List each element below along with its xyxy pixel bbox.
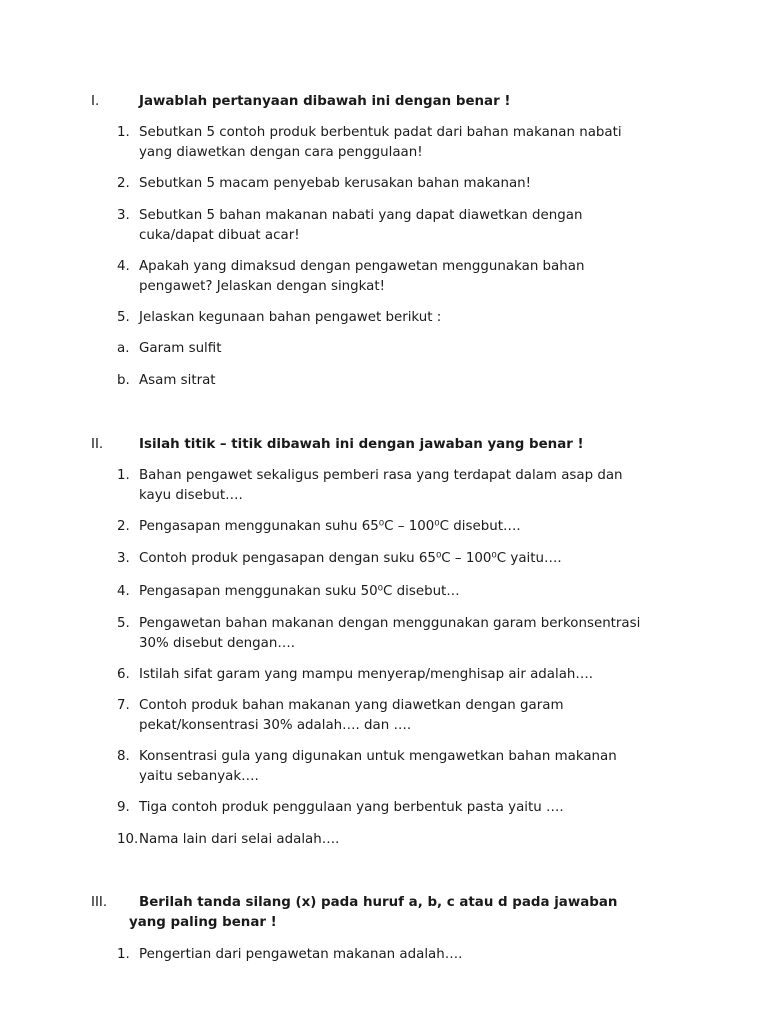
section-heading-3 (91, 893, 671, 932)
item-line: Sebutkan 5 bahan makanan nabati yang dapat diawetkan dengan (139, 208, 583, 223)
item-line: yang diawetkan dengan cara penggulaan! (139, 144, 423, 160)
item-text (117, 371, 677, 391)
item-marker: 2. (117, 176, 130, 191)
item-line: Konsentrasi gula yang digunakan untuk mengawetkan bahan makanan (139, 749, 617, 764)
item-text (117, 945, 677, 965)
list-item (117, 830, 677, 850)
list-item (117, 371, 677, 391)
item-line: pekat/konsentrasi 30% adalah…. dan …. (139, 717, 412, 733)
item-line: Pengasapan menggunakan suku 50⁰C disebut… (139, 584, 460, 599)
item-marker: 4. (117, 259, 130, 274)
item-line: Apakah yang dimaksud dengan pengawetan menggunakan bahan (139, 259, 585, 274)
item-marker: 5. (117, 616, 130, 631)
item-line: Pengertian dari pengawetan makanan adalah…. (139, 947, 463, 962)
list-item (117, 614, 677, 653)
item-marker: a. (117, 341, 130, 356)
item-text (117, 517, 677, 537)
item-text (117, 123, 677, 162)
item-line: Nama lain dari selai adalah…. (139, 832, 340, 847)
section-title (91, 893, 671, 913)
item-text (117, 549, 677, 569)
item-text (117, 798, 677, 818)
section-title: Jawablah pertanyaan dibawah ini dengan benar ! (139, 94, 511, 109)
item-marker: 2. (117, 519, 130, 534)
list-item (117, 665, 677, 685)
list-item (117, 123, 677, 162)
item-line: Asam sitrat (139, 373, 216, 388)
item-line: Sebutkan 5 macam penyebab kerusakan bahan makanan! (139, 176, 532, 191)
list-item (117, 582, 677, 602)
item-text (117, 174, 677, 194)
item-text (117, 308, 677, 328)
section-number: I. (91, 94, 100, 109)
item-text (117, 206, 677, 245)
item-marker: b. (117, 373, 130, 388)
section-title: Isilah titik – titik dibawah ini dengan jawaban yang benar ! (139, 437, 584, 452)
item-line: Contoh produk pengasapan dengan suku 65⁰C – 100⁰C yaitu…. (139, 551, 562, 566)
item-line: kayu disebut…. (139, 487, 243, 503)
item-marker: 3. (117, 551, 130, 566)
item-line: Istilah sifat garam yang mampu menyerap/menghisap air adalah…. (139, 667, 594, 682)
list-item (117, 206, 677, 245)
item-marker: 6. (117, 667, 130, 682)
list-item (117, 747, 677, 786)
item-marker: 5. (117, 310, 130, 325)
section-title-line: Berilah tanda silang (x) pada huruf a, b, c atau d pada jawaban (139, 895, 618, 910)
item-text (117, 582, 677, 602)
item-marker: 8. (117, 749, 130, 764)
item-line: cuka/dapat dibuat acar! (139, 227, 300, 243)
item-marker: 1. (117, 125, 130, 140)
list-item (117, 257, 677, 296)
item-line: Bahan pengawet sekaligus pemberi rasa yang terdapat dalam asap dan (139, 468, 623, 483)
item-marker: 10. (117, 832, 139, 847)
section-number: III. (91, 895, 108, 910)
item-line: Tiga contoh produk penggulaan yang berbentuk pasta yaitu …. (139, 800, 564, 815)
list-item (117, 339, 677, 359)
item-text (117, 747, 677, 786)
item-text (117, 696, 677, 735)
item-text (117, 339, 677, 359)
section-heading-2 (91, 435, 671, 455)
item-text (117, 466, 677, 505)
list-item (117, 517, 677, 537)
item-text (117, 830, 677, 850)
list-item (117, 696, 677, 735)
item-marker: 1. (117, 468, 130, 483)
list-item (117, 945, 677, 965)
item-marker: 7. (117, 698, 130, 713)
section-title-line: yang paling benar ! (129, 914, 277, 930)
item-marker: 4. (117, 584, 130, 599)
item-line: Pengasapan menggunakan suhu 65⁰C – 100⁰C disebut…. (139, 519, 521, 534)
item-line: pengawet? Jelaskan dengan singkat! (139, 278, 385, 294)
list-item (117, 466, 677, 505)
item-marker: 3. (117, 208, 130, 223)
list-item (117, 174, 677, 194)
item-text (117, 665, 677, 685)
section-number: II. (91, 437, 104, 452)
item-line: Garam sulfit (139, 341, 222, 356)
item-text (117, 257, 677, 296)
item-line: yaitu sebanyak…. (139, 768, 259, 784)
item-line: Pengawetan bahan makanan dengan menggunakan garam berkonsentrasi (139, 616, 641, 631)
list-item (117, 549, 677, 569)
list-item (117, 798, 677, 818)
item-line: 30% disebut dengan…. (139, 635, 296, 651)
item-line: Contoh produk bahan makanan yang diawetkan dengan garam (139, 698, 564, 713)
list-item (117, 308, 677, 328)
item-marker: 1. (117, 947, 130, 962)
item-marker: 9. (117, 800, 130, 815)
item-line: Jelaskan kegunaan bahan pengawet berikut : (139, 310, 442, 325)
item-line: Sebutkan 5 contoh produk berbentuk padat dari bahan makanan nabati (139, 125, 622, 140)
item-text (117, 614, 677, 653)
section-heading-1 (91, 92, 671, 112)
